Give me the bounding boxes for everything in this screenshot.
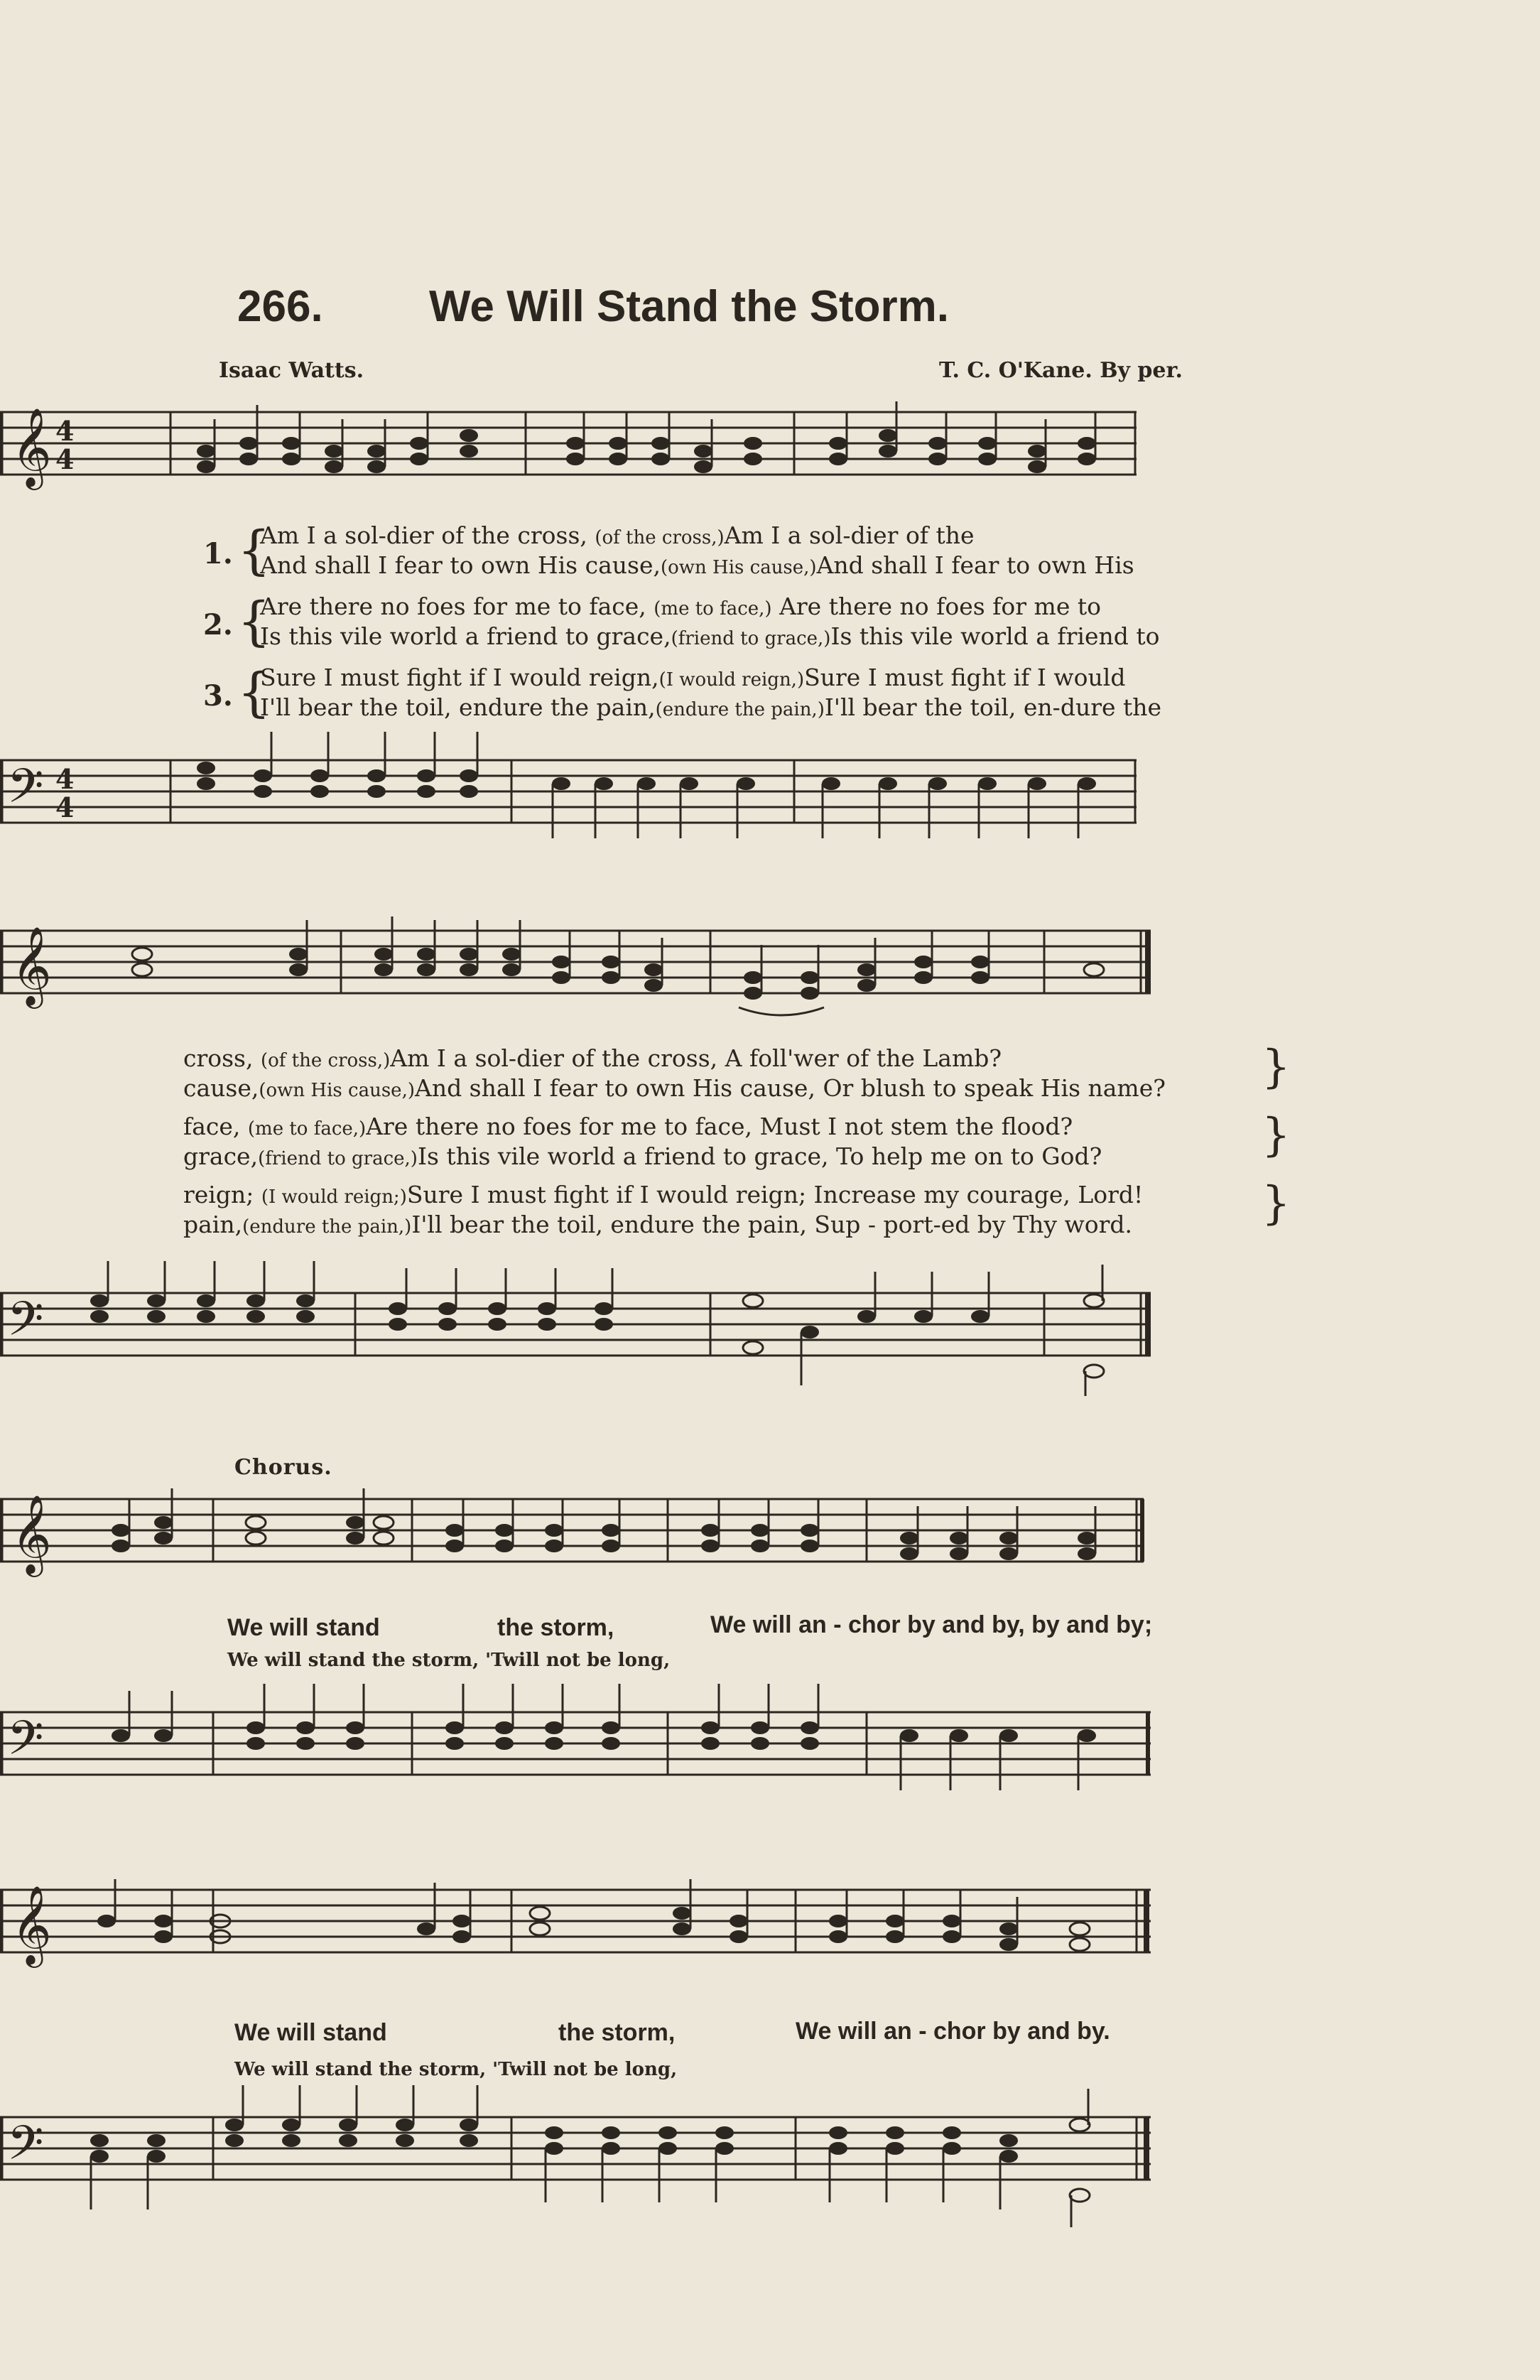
svg-text:4: 4 xyxy=(55,415,75,447)
verse-1-brace: { xyxy=(237,520,271,581)
verse-2-line-c: face, (me to face,)Are there no foes for me to face, Must I not stem the flood? xyxy=(183,1113,1073,1140)
svg-text:𝄞: 𝄞 xyxy=(11,1494,52,1574)
chorus-2-treble-staff xyxy=(0,1876,1151,1982)
verse-1-line-c: cross, (of the cross,)Am I a sol-dier of the cross, A foll'wer of the Lamb? xyxy=(183,1044,1002,1072)
svg-text:𝄞: 𝄞 xyxy=(11,1885,52,1964)
verse-3-line-d: pain,(endure the pain,)I'll bear the toil, endure the pain, Sup - port-ed by Thy word. xyxy=(183,1211,1133,1238)
chorus-2-lyric-b: the storm, xyxy=(558,2019,676,2046)
system-2-treble-staff xyxy=(0,916,1151,1023)
author-credit: Isaac Watts. xyxy=(219,358,364,383)
svg-text:𝄞: 𝄞 xyxy=(11,926,52,1005)
verse-3-close-brace: } xyxy=(1262,1177,1291,1230)
verse-3-line-a: Sure I must fight if I would reign,(I would reign,)Sure I must fight if I would xyxy=(260,664,1126,691)
verse-1-line-a: Am I a sol-dier of the cross, (of the cross,)Am I a sol-dier of the xyxy=(260,521,975,549)
chorus-1-sub-lyric: We will stand the storm, 'Twill not be long, xyxy=(227,1650,671,1671)
verse-2-line-b: Is this vile world a friend to grace,(friend to grace,)Is this vile world a friend to xyxy=(260,622,1160,650)
svg-text:𝄢: 𝄢 xyxy=(7,2116,44,2182)
chorus-2-lyric-c: We will an - chor by and by. xyxy=(796,2018,1110,2045)
system-1-treble-staff xyxy=(0,398,1151,504)
system-1-bass-staff xyxy=(0,732,1151,853)
verse-1-number: 1. xyxy=(203,537,233,570)
chorus-2-lyric-a: We will stand xyxy=(234,2019,387,2046)
svg-text:4: 4 xyxy=(55,791,75,823)
verse-3-line-b: I'll bear the toil, endure the pain,(endure the pain,)I'll bear the toil, en-dure the xyxy=(260,693,1162,721)
chorus-2-sub-lyric: We will stand the storm, 'Twill not be long, xyxy=(234,2059,678,2080)
verse-1-line-b: And shall I fear to own His cause,(own His cause,)And shall I fear to own His xyxy=(260,551,1134,579)
chorus-1-lyric-b: the storm, xyxy=(497,1614,614,1641)
chorus-1-bass-staff xyxy=(0,1684,1151,1805)
svg-text:4: 4 xyxy=(55,763,75,795)
chorus-label: Chorus. xyxy=(234,1455,332,1480)
verse-1-close-brace: } xyxy=(1262,1041,1291,1093)
verse-2-line-a: Are there no foes for me to face, (me to face,) Are there no foes for me to xyxy=(260,593,1101,620)
verse-3-brace: { xyxy=(237,662,271,723)
verse-3-number: 3. xyxy=(203,679,233,713)
chorus-2-bass-staff xyxy=(0,2082,1151,2238)
system-2-bass-staff xyxy=(0,1257,1151,1400)
chorus-1-lyric-c: We will an - chor by and by, by and by; xyxy=(710,1611,1153,1638)
verse-2-brace: { xyxy=(237,591,271,652)
verse-2-number: 2. xyxy=(203,608,233,642)
svg-text:𝄢: 𝄢 xyxy=(7,759,44,825)
composer-credit: T. C. O'Kane. By per. xyxy=(939,358,1183,383)
hymn-number: 266. xyxy=(237,282,323,331)
svg-text:𝄞: 𝄞 xyxy=(11,407,52,487)
chorus-1-treble-staff xyxy=(0,1485,1151,1591)
verse-2-line-d: grace,(friend to grace,)Is this vile world a friend to grace, To help me on to God? xyxy=(183,1142,1102,1170)
svg-text:𝄢: 𝄢 xyxy=(7,1711,44,1777)
svg-text:𝄢: 𝄢 xyxy=(7,1292,44,1358)
verse-3-line-c: reign; (I would reign;)Sure I must fight if I would reign; Increase my courage, Lord! xyxy=(183,1181,1144,1208)
verse-2-close-brace: } xyxy=(1262,1109,1291,1162)
svg-text:4: 4 xyxy=(55,443,75,475)
verse-1-line-d: cause,(own His cause,)And shall I fear to own His cause, Or blush to speak His name? xyxy=(183,1074,1166,1102)
chorus-1-lyric-a: We will stand xyxy=(227,1614,380,1641)
hymn-title: We Will Stand the Storm. xyxy=(429,282,950,331)
